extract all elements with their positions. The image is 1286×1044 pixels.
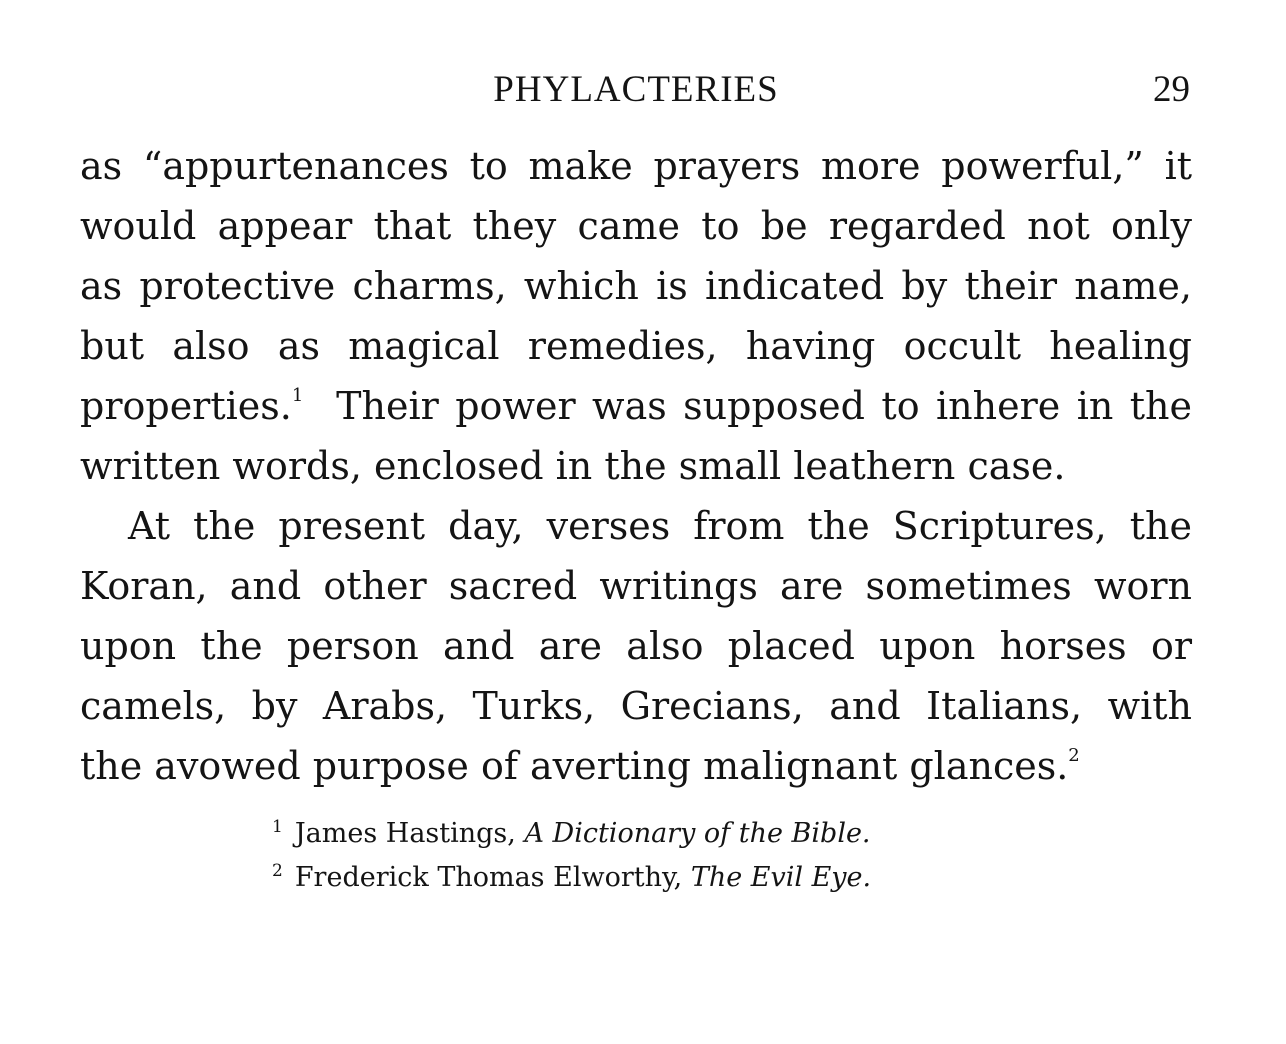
text-line: upon the person and are also placed upon horses or	[80, 624, 1192, 668]
footnote	[272, 812, 1072, 856]
text-line: Koran, and other sacred writings are sometimes worn	[80, 564, 1192, 608]
footnote-mark: 2	[272, 861, 283, 881]
footnote-mark: 1	[272, 817, 283, 837]
text-fragment: the avowed purpose of averting malignant glances.	[80, 744, 1069, 788]
footnote	[272, 856, 1072, 900]
text-fragment: properties.	[80, 384, 292, 428]
text-line: as protective charms, which is indicated by their name,	[80, 264, 1192, 308]
text-line	[80, 376, 1192, 436]
footnote-author: Frederick Thomas Elworthy,	[294, 862, 683, 893]
text-line	[80, 736, 1192, 796]
running-head-title: PHYLACTERIES	[493, 69, 779, 110]
text-line: At the present day, verses from the Scriptures, the	[128, 504, 1192, 548]
footnote-title: The Evil Eye.	[690, 862, 872, 893]
text-line: written words, enclosed in the small leathern case.	[80, 444, 1066, 488]
text-fragment: Their power was supposed to inhere in the	[336, 384, 1192, 428]
footnote-author: James Hastings,	[294, 818, 516, 849]
footnotes	[272, 812, 1072, 900]
running-head	[80, 64, 1192, 116]
page-number: 29	[1153, 69, 1190, 110]
footnote-reference: 2	[1068, 745, 1080, 766]
text-line: would appear that they came to be regarded not only	[80, 204, 1192, 248]
footnote-title: A Dictionary of the Bible.	[524, 818, 871, 849]
footnote-reference: 1	[291, 385, 304, 406]
text-line: camels, by Arabs, Turks, Grecians, and Italians, with	[80, 684, 1192, 728]
body-text	[80, 136, 1192, 796]
text-line: as “appurtenances to make prayers more powerful,” it	[80, 144, 1192, 188]
text-line: but also as magical remedies, having occult healing	[80, 324, 1192, 368]
